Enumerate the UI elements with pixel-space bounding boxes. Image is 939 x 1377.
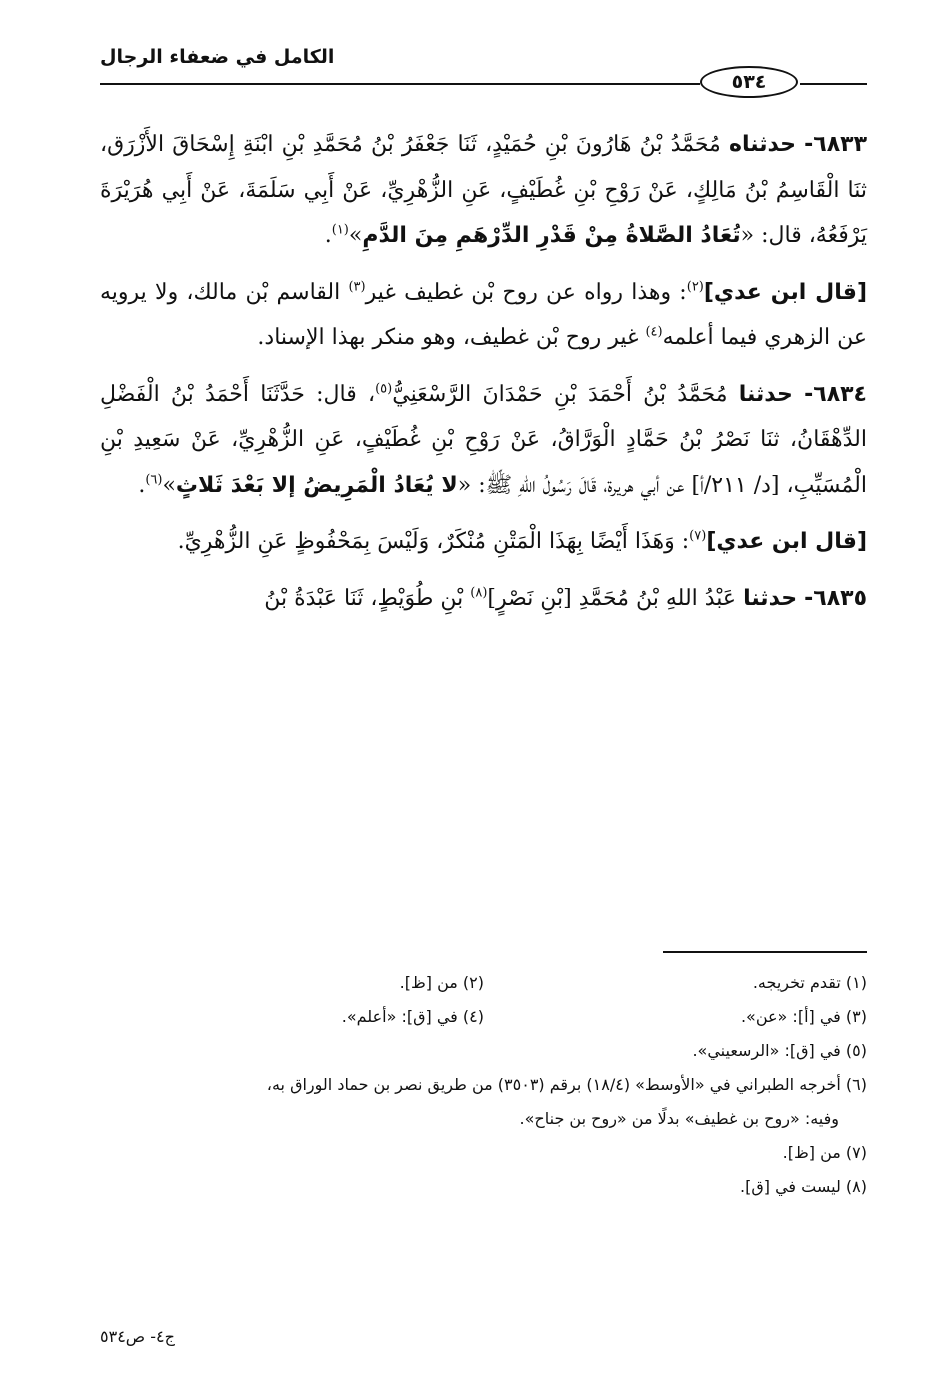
hadith-isnad: بْنِ طُوَيْطٍ، ثَنَا عَبْدَةُ بْنُ	[264, 585, 471, 611]
page-number-badge: ٥٣٤	[700, 66, 798, 98]
quote-close: »	[348, 223, 363, 248]
footnote-7: (٧) من [ظ].	[782, 1143, 867, 1162]
hadith-6835	[100, 576, 867, 622]
comment-text: القاسم بْن مالك، ولا يرويه عن الزهري فيما أعلمه	[100, 279, 867, 350]
footnote-separator	[663, 951, 867, 953]
manuscript-ref: [د/ ٢١١/أ]	[691, 472, 780, 498]
hadith-number: ٦٨٣٣-	[804, 132, 868, 157]
footnote-ref[interactable]: (٥)	[375, 381, 393, 397]
hadith-isnad: عن أبي هريرة، قَالَ رَسُولُ اللهِ ﷺ: «	[457, 472, 692, 498]
sentence-end: .	[138, 472, 146, 498]
footnote-ref[interactable]: (٧)	[689, 528, 707, 544]
volume-page-reference: ج٤- ص٥٣٤	[100, 1327, 175, 1346]
sentence-end: .	[324, 223, 332, 248]
hadith-matn: لا يُعَادُ الْمَرِيضُ إلا بَعْدَ ثَلاثٍ	[175, 472, 458, 498]
footnote-8: (٨) ليست في [ق].	[740, 1177, 867, 1196]
hadith-matn: تُعَادُ الصَّلاةُ مِنْ قَدْرِ الدِّرْهَمِ مِنَ الدَّمِ	[362, 223, 741, 248]
comment-text: : وَهَذَا أَيْضًا بِهَذَا الْمَتْنِ مُنْكَرٌ، وَلَيْسَ بِمَحْفُوظٍ عَنِ الزُّهْرِيِّ.	[177, 529, 690, 554]
footnote-row	[100, 1000, 867, 1034]
hadith-isnad: ، قال: حَدَّثَنَا أَحْمَدُ بْنُ الْفَضْلِ الدِّهْقَانُ، ثنَا نَصْرُ بْنُ حَمَّادٍ الْوَرَّاقُ، عَنْ رَوْحِ بْنِ غُطَيْفٍ، عَنِ الزُّهْرِيِّ، عَنْ سَعِيدِ بْنِ الْمُسَيِّبِ،	[100, 381, 867, 498]
footnote-6: (٦) أخرجه الطبراني في «الأوسط» (١٨/٤) برقم (٣٥٠٣) من طريق نصر بن حماد الوراق به،	[266, 1075, 867, 1094]
hadith-6833	[100, 122, 867, 259]
header-rule	[100, 83, 700, 85]
footnote-2: (٢) من [ظ].	[399, 973, 484, 992]
ibn-adi-comment-2	[100, 519, 867, 565]
footnote-ref[interactable]: (٣)	[348, 279, 366, 295]
footnote-6-continued: وفيه: «روح بن غطيف» بدلًا من «روح بن جناح».	[519, 1109, 839, 1128]
commentator-label: [قال ابن عدي]	[706, 529, 867, 554]
main-text	[100, 122, 867, 632]
footnote-5: (٥) في [ق]: «الرسعيني».	[692, 1041, 867, 1060]
hadith-number: ٦٨٣٥-	[804, 585, 867, 611]
footnote-3: (٣) في [أ]: «عن».	[740, 1007, 867, 1026]
footnotes	[100, 966, 867, 1204]
hadith-isnad: مُحَمَّدُ بْنُ هَارُونَ بْنِ حُمَيْدٍ، ثَنَا جَعْفَرُ بْنُ مُحَمَّدِ بْنِ ابْنَةِ إِسْحَاقَ الأَزْرَق، ثنَا الْقَاسِمُ بْنُ مَالِكٍ، عَنْ رَوْحِ بْنِ غُطَيْفٍ، عَنِ الزُّهْرِيِّ، عَنْ أَبِي سَلَمَةَ، عَنْ أَبِي هُرَيْرَةَ يَرْفَعُهُ، قال: «	[100, 132, 867, 248]
hadith-isnad: عَبْدُ اللهِ بْنُ مُحَمَّدِ [بْنِ نَصْرٍ]	[487, 585, 737, 611]
footnote-ref[interactable]: (٨)	[470, 585, 488, 601]
footnote-ref[interactable]: (١)	[331, 222, 349, 238]
quote-close: »	[162, 472, 176, 498]
hadith-lead: حدثنا	[743, 585, 798, 611]
footnote-4: (٤) في [ق]: «أعلم».	[341, 1007, 484, 1026]
comment-text: : وهذا رواه عن روح بْن غطيف غير	[365, 279, 687, 305]
hadith-number: ٦٨٣٤-	[804, 381, 867, 407]
hadith-isnad: مُحَمَّدُ بْنُ أَحْمَدَ بْنِ حَمْدَانَ الرَّسْعَنِيُّ	[392, 381, 728, 407]
hadith-lead: حدثنا	[738, 381, 793, 407]
footnote-1: (١) تقدم تخريجه.	[752, 973, 867, 992]
footnote-row	[100, 966, 867, 1000]
header-rule-right	[800, 83, 867, 85]
commentator-label: [قال ابن عدي]	[703, 279, 867, 305]
footnote-ref[interactable]: (٢)	[686, 279, 704, 295]
running-header-title: الكامل في ضعفاء الرجال	[100, 46, 335, 68]
comment-text: غير روح بْن غطيف، وهو منكر بهذا الإسناد.	[257, 325, 646, 350]
footnote-ref[interactable]: (٦)	[145, 472, 163, 488]
ibn-adi-comment-1	[100, 270, 867, 361]
hadith-6834	[100, 372, 867, 509]
footnote-ref[interactable]: (٤)	[645, 324, 663, 340]
hadith-lead: حدثناه	[728, 132, 797, 157]
